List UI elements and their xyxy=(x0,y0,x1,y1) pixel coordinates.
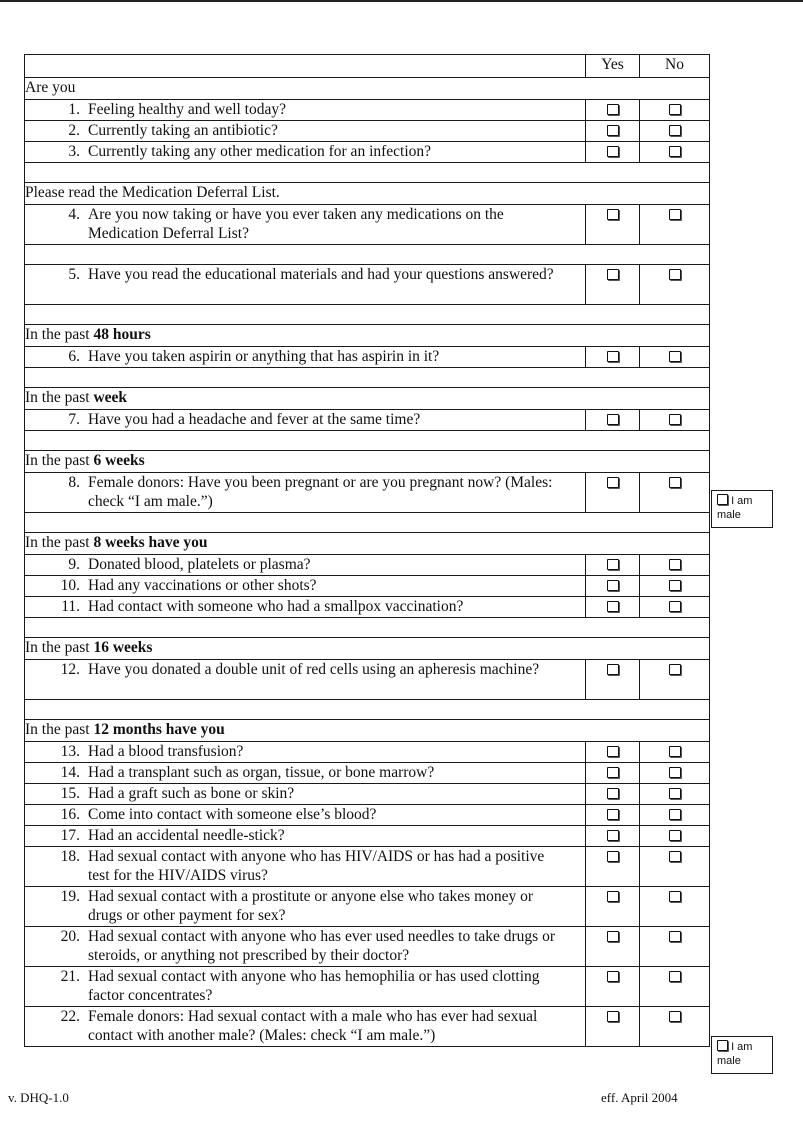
form-version: v. DHQ-1.0 xyxy=(8,1090,69,1105)
yes-checkbox[interactable] xyxy=(607,601,619,612)
section-title-text: In the past xyxy=(25,389,94,406)
question-number: 7. xyxy=(68,411,80,428)
no-checkbox[interactable] xyxy=(669,931,681,942)
question-number: 10. xyxy=(60,577,80,594)
yes-checkbox[interactable] xyxy=(607,971,619,982)
question-row xyxy=(25,847,710,887)
section-title xyxy=(25,78,710,100)
question-text: Had sexual contact with a prostitute or anyone else who takes money or drugs or other payment for sex? xyxy=(88,888,534,924)
question-row xyxy=(25,826,710,847)
spacer-cell xyxy=(25,513,710,533)
spacer-row xyxy=(25,368,710,388)
section-header-row xyxy=(25,183,710,205)
yes-cell xyxy=(586,887,640,927)
no-cell xyxy=(640,847,710,887)
no-checkbox[interactable] xyxy=(669,580,681,591)
question-text: Currently taking an antibiotic? xyxy=(88,122,278,139)
question-cell xyxy=(25,473,586,513)
yes-cell xyxy=(586,847,640,887)
no-checkbox[interactable] xyxy=(669,477,681,488)
yes-checkbox[interactable] xyxy=(607,931,619,942)
section-title-bold: 48 hours xyxy=(93,326,151,343)
no-checkbox[interactable] xyxy=(669,851,681,862)
question-number: 3. xyxy=(68,143,80,160)
section-title xyxy=(25,533,710,555)
section-header-row xyxy=(25,325,710,347)
spacer-row xyxy=(25,618,710,638)
yes-checkbox[interactable] xyxy=(607,146,619,157)
no-checkbox[interactable] xyxy=(669,125,681,136)
yes-checkbox[interactable] xyxy=(607,746,619,757)
effective-date: eff. April 2004 xyxy=(601,1090,678,1105)
question-row xyxy=(25,927,710,967)
no-cell xyxy=(640,265,710,305)
question-number: 15. xyxy=(60,785,80,802)
section-title-text: In the past xyxy=(25,534,94,551)
section-header-row xyxy=(25,533,710,555)
yes-checkbox[interactable] xyxy=(607,269,619,280)
donor-questionnaire-table xyxy=(24,54,710,1047)
yes-checkbox[interactable] xyxy=(607,767,619,778)
no-cell xyxy=(640,205,710,245)
question-cell xyxy=(25,576,586,597)
question-number: 5. xyxy=(68,266,80,283)
no-cell xyxy=(640,597,710,618)
question-row xyxy=(25,805,710,826)
no-cell xyxy=(640,347,710,368)
question-cell xyxy=(25,763,586,784)
section-title xyxy=(25,388,710,410)
question-row xyxy=(25,742,710,763)
no-cell xyxy=(640,576,710,597)
yes-checkbox[interactable] xyxy=(607,664,619,675)
question-number: 13. xyxy=(60,743,80,760)
question-row xyxy=(25,100,710,121)
question-text: Had an accidental needle-stick? xyxy=(88,827,285,844)
yes-cell xyxy=(586,410,640,431)
section-title xyxy=(25,720,710,742)
yes-checkbox[interactable] xyxy=(607,559,619,570)
question-text: Feeling healthy and well today? xyxy=(88,101,286,118)
no-checkbox[interactable] xyxy=(669,559,681,570)
question-row xyxy=(25,410,710,431)
section-header-row xyxy=(25,638,710,660)
yes-cell xyxy=(586,473,640,513)
question-text: Female donors: Had sexual contact with a male who has ever had sexual contact with another male? (Males: check “I am male.”) xyxy=(88,1008,538,1044)
question-cell xyxy=(25,805,586,826)
section-title-bold: 16 weeks xyxy=(93,639,153,656)
yes-cell xyxy=(586,805,640,826)
question-row xyxy=(25,660,710,700)
spacer-cell xyxy=(25,245,710,265)
yes-checkbox[interactable] xyxy=(607,830,619,841)
question-number: 17. xyxy=(60,827,80,844)
no-cell xyxy=(640,121,710,142)
spacer-cell xyxy=(25,431,710,451)
yes-checkbox[interactable] xyxy=(607,891,619,902)
no-checkbox[interactable] xyxy=(669,351,681,362)
no-checkbox[interactable] xyxy=(669,767,681,778)
section-title-bold: week xyxy=(93,389,128,406)
question-row xyxy=(25,121,710,142)
section-header-row xyxy=(25,720,710,742)
question-number: 11. xyxy=(61,598,80,615)
question-number: 22. xyxy=(60,1008,80,1025)
no-checkbox[interactable] xyxy=(669,809,681,820)
question-row xyxy=(25,473,710,513)
no-cell xyxy=(640,967,710,1007)
no-cell xyxy=(640,805,710,826)
question-text: Had a graft such as bone or skin? xyxy=(88,785,295,802)
question-text: Female donors: Have you been pregnant or are you pregnant now? (Males: check “I am male.”) xyxy=(88,474,553,510)
question-text: Had sexual contact with anyone who has HIV/AIDS or has had a positive test for the HIV/AIDS virus? xyxy=(88,848,545,884)
no-checkbox[interactable] xyxy=(669,146,681,157)
question-number: 9. xyxy=(68,556,80,573)
section-title-text: In the past xyxy=(25,452,94,469)
question-number: 1. xyxy=(68,101,80,118)
i-am-male-label: I am male xyxy=(717,495,753,521)
section-title xyxy=(25,451,710,473)
question-row xyxy=(25,576,710,597)
spacer-row xyxy=(25,245,710,265)
yes-cell xyxy=(586,142,640,163)
yes-checkbox[interactable] xyxy=(607,125,619,136)
question-cell xyxy=(25,742,586,763)
yes-cell xyxy=(586,1007,640,1047)
no-checkbox[interactable] xyxy=(669,1011,681,1022)
checkbox-icon[interactable] xyxy=(717,1040,728,1051)
yes-cell xyxy=(586,121,640,142)
no-cell xyxy=(640,1007,710,1047)
no-cell xyxy=(640,410,710,431)
no-cell xyxy=(640,763,710,784)
section-header-row xyxy=(25,451,710,473)
no-checkbox[interactable] xyxy=(669,269,681,280)
question-cell xyxy=(25,597,586,618)
question-cell xyxy=(25,121,586,142)
no-column-header: No xyxy=(640,55,710,78)
section-title-bold: 8 weeks have you xyxy=(93,534,208,551)
no-cell xyxy=(640,473,710,513)
header-blank xyxy=(25,55,586,78)
no-checkbox[interactable] xyxy=(669,830,681,841)
no-cell xyxy=(640,100,710,121)
question-number: 20. xyxy=(60,928,80,945)
question-row xyxy=(25,347,710,368)
yes-checkbox[interactable] xyxy=(607,209,619,220)
section-title xyxy=(25,325,710,347)
section-title-text: In the past xyxy=(25,326,94,343)
question-number: 2. xyxy=(68,122,80,139)
section-title-text: In the past xyxy=(25,721,94,738)
yes-cell xyxy=(586,205,640,245)
section-title-text: In the past xyxy=(25,639,94,656)
section-title-bold: 6 weeks xyxy=(93,452,145,469)
question-cell xyxy=(25,927,586,967)
no-checkbox[interactable] xyxy=(669,664,681,675)
no-checkbox[interactable] xyxy=(669,746,681,757)
question-number: 12. xyxy=(60,661,80,678)
yes-checkbox[interactable] xyxy=(607,477,619,488)
checkbox-icon[interactable] xyxy=(717,494,728,505)
question-row xyxy=(25,763,710,784)
question-row xyxy=(25,967,710,1007)
yes-cell xyxy=(586,660,640,700)
no-cell xyxy=(640,742,710,763)
question-text: Had any vaccinations or other shots? xyxy=(88,577,317,594)
section-title-text: Are you xyxy=(25,79,76,96)
spacer-cell xyxy=(25,700,710,720)
question-cell xyxy=(25,347,586,368)
no-checkbox[interactable] xyxy=(669,601,681,612)
section-title-bold: 12 months have you xyxy=(93,721,225,738)
no-cell xyxy=(640,826,710,847)
spacer-row xyxy=(25,305,710,325)
no-cell xyxy=(640,142,710,163)
yes-checkbox[interactable] xyxy=(607,351,619,362)
question-text: Had contact with someone who had a smallpox vaccination? xyxy=(88,598,464,615)
question-text: Had a transplant such as organ, tissue, or bone marrow? xyxy=(88,764,435,781)
question-cell xyxy=(25,555,586,576)
question-text: Had a blood transfusion? xyxy=(88,743,244,760)
yes-cell xyxy=(586,100,640,121)
no-checkbox[interactable] xyxy=(669,414,681,425)
no-cell xyxy=(640,555,710,576)
question-cell xyxy=(25,1007,586,1047)
question-text: Are you now taking or have you ever taken any medications on the Medication Deferral List? xyxy=(88,206,504,242)
question-text: Have you read the educational materials and had your questions answered? xyxy=(88,266,554,283)
question-number: 19. xyxy=(60,888,80,905)
question-number: 18. xyxy=(60,848,80,865)
yes-cell xyxy=(586,742,640,763)
i-am-male-label: I am male xyxy=(717,1041,753,1067)
question-number: 4. xyxy=(68,206,80,223)
yes-cell xyxy=(586,927,640,967)
spacer-row xyxy=(25,431,710,451)
question-number: 21. xyxy=(60,968,80,985)
no-cell xyxy=(640,660,710,700)
yes-cell xyxy=(586,347,640,368)
no-cell xyxy=(640,927,710,967)
question-cell xyxy=(25,410,586,431)
yes-cell xyxy=(586,967,640,1007)
question-row xyxy=(25,784,710,805)
yes-column-header: Yes xyxy=(586,55,640,78)
question-text: Have you had a headache and fever at the same time? xyxy=(88,411,421,428)
spacer-cell xyxy=(25,368,710,388)
question-text: Had sexual contact with anyone who has ever used needles to take drugs or steroids, or anything not prescribed by their doctor? xyxy=(88,928,556,964)
question-text: Currently taking any other medication for an infection? xyxy=(88,143,432,160)
question-cell xyxy=(25,967,586,1007)
spacer-row xyxy=(25,700,710,720)
yes-cell xyxy=(586,784,640,805)
spacer-row xyxy=(25,163,710,183)
yes-cell xyxy=(586,826,640,847)
section-title-text: Please read the Medication Deferral List. xyxy=(25,184,280,201)
yes-checkbox[interactable] xyxy=(607,580,619,591)
top-border-line xyxy=(0,0,803,2)
question-cell xyxy=(25,784,586,805)
question-text: Have you taken aspirin or anything that has aspirin in it? xyxy=(88,348,440,365)
no-checkbox[interactable] xyxy=(669,788,681,799)
question-cell xyxy=(25,142,586,163)
yes-checkbox[interactable] xyxy=(607,104,619,115)
yes-checkbox[interactable] xyxy=(607,414,619,425)
question-row xyxy=(25,555,710,576)
question-cell xyxy=(25,826,586,847)
questionnaire-body xyxy=(25,55,710,1047)
yes-cell xyxy=(586,763,640,784)
section-title xyxy=(25,183,710,205)
question-number: 16. xyxy=(60,806,80,823)
spacer-row xyxy=(25,513,710,533)
question-cell xyxy=(25,847,586,887)
header-row xyxy=(25,55,710,78)
question-row xyxy=(25,1007,710,1047)
question-row xyxy=(25,142,710,163)
question-cell xyxy=(25,660,586,700)
question-row xyxy=(25,205,710,245)
question-text: Had sexual contact with anyone who has hemophilia or has used clotting factor concentrates? xyxy=(88,968,540,1004)
question-number: 6. xyxy=(68,348,80,365)
question-cell xyxy=(25,100,586,121)
question-number: 14. xyxy=(60,764,80,781)
question-row xyxy=(25,887,710,927)
question-row xyxy=(25,597,710,618)
question-text: Have you donated a double unit of red cells using an apheresis machine? xyxy=(88,661,540,678)
no-checkbox[interactable] xyxy=(669,891,681,902)
no-cell xyxy=(640,784,710,805)
question-cell xyxy=(25,887,586,927)
yes-cell xyxy=(586,597,640,618)
no-checkbox[interactable] xyxy=(669,104,681,115)
section-header-row xyxy=(25,78,710,100)
yes-cell xyxy=(586,265,640,305)
section-header-row xyxy=(25,388,710,410)
question-text: Come into contact with someone else’s blood? xyxy=(88,806,377,823)
i-am-male-option-q8[interactable] xyxy=(711,490,773,528)
yes-cell xyxy=(586,576,640,597)
question-text: Donated blood, platelets or plasma? xyxy=(88,556,311,573)
i-am-male-option-q22[interactable] xyxy=(711,1036,773,1074)
no-checkbox[interactable] xyxy=(669,971,681,982)
yes-cell xyxy=(586,555,640,576)
yes-checkbox[interactable] xyxy=(607,851,619,862)
no-cell xyxy=(640,887,710,927)
spacer-cell xyxy=(25,163,710,183)
yes-checkbox[interactable] xyxy=(607,788,619,799)
yes-checkbox[interactable] xyxy=(607,1011,619,1022)
question-cell xyxy=(25,265,586,305)
no-checkbox[interactable] xyxy=(669,209,681,220)
question-row xyxy=(25,265,710,305)
yes-checkbox[interactable] xyxy=(607,809,619,820)
question-number: 8. xyxy=(68,474,80,491)
question-cell xyxy=(25,205,586,245)
spacer-cell xyxy=(25,305,710,325)
spacer-cell xyxy=(25,618,710,638)
section-title xyxy=(25,638,710,660)
